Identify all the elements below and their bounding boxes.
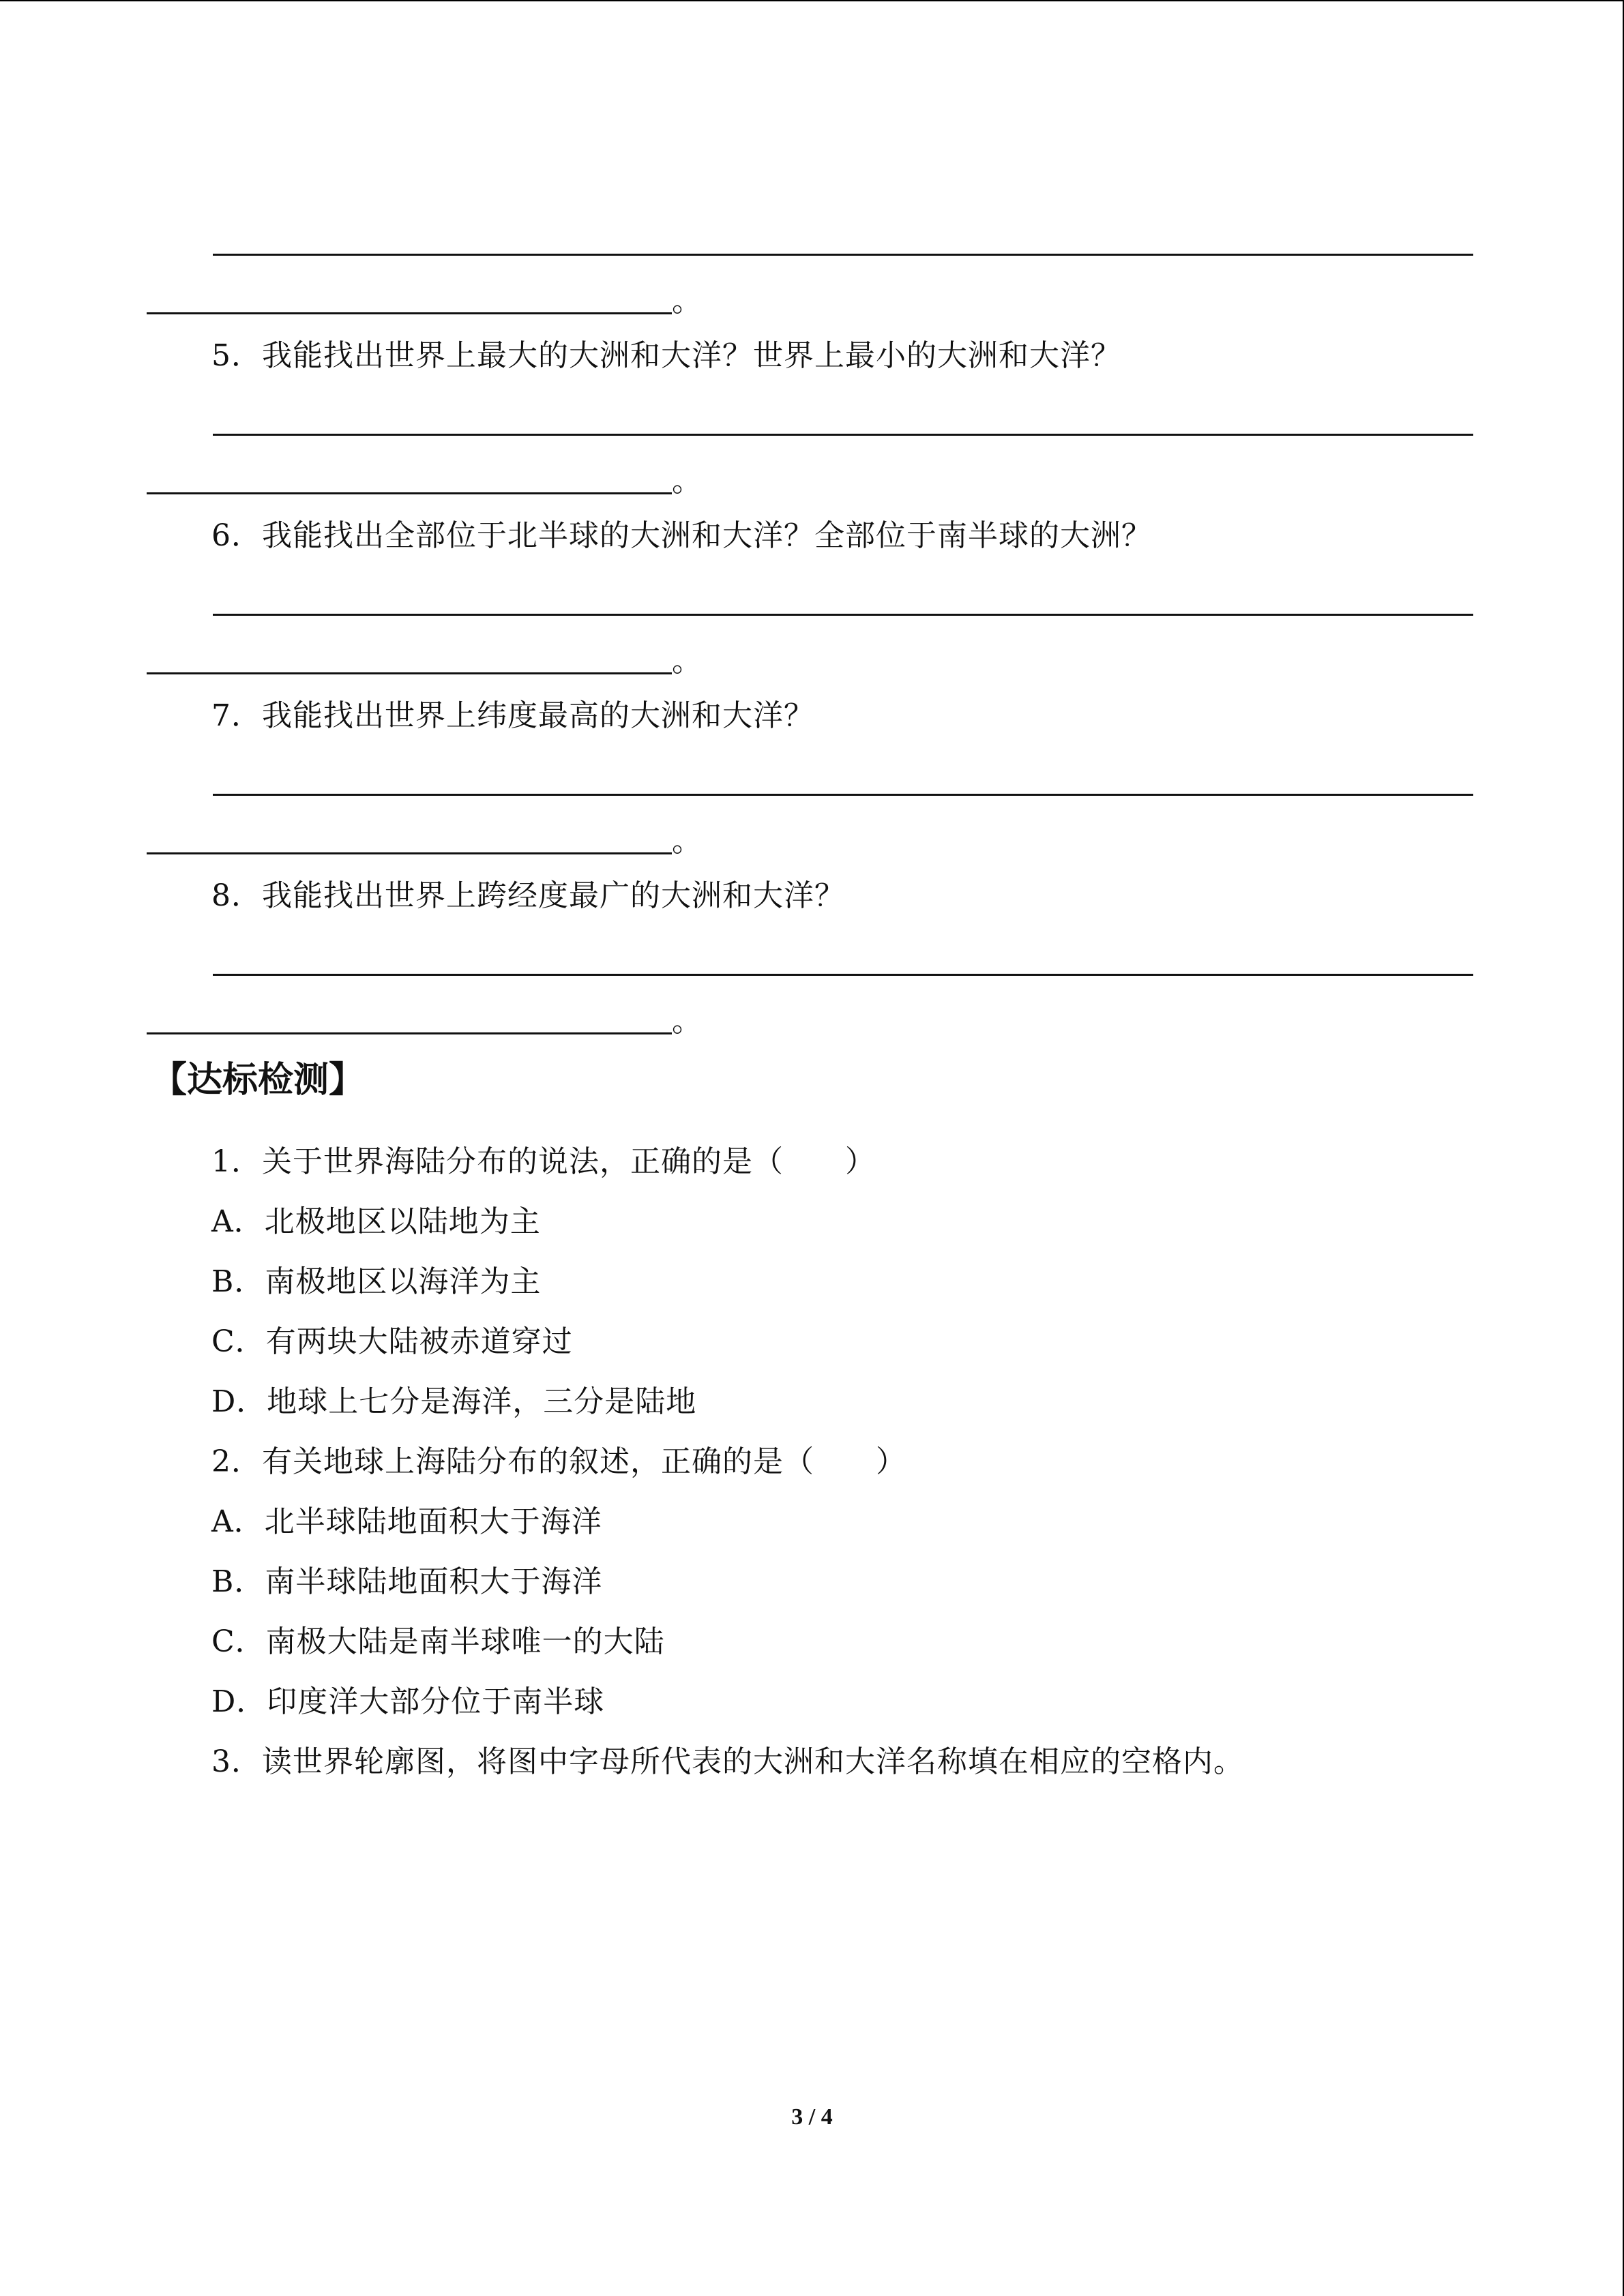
- test-question-1-option-c[interactable]: C．有两块大陆被赤道穿过: [211, 1324, 573, 1359]
- section-title: 【达标检测】: [151, 1060, 365, 1101]
- answer-line[interactable]: [213, 254, 1473, 256]
- answer-line[interactable]: [213, 434, 1473, 436]
- period-mark: 。: [672, 824, 702, 859]
- test-question-2-option-a[interactable]: A．北半球陆地面积大于海洋: [211, 1504, 602, 1539]
- page-top-border: [0, 0, 1623, 3]
- test-question-2-stem: 2．有关地球上海陆分布的叙述，正确的是（ ）: [211, 1444, 906, 1479]
- answer-line[interactable]: [147, 852, 672, 854]
- answer-line[interactable]: [213, 794, 1473, 796]
- test-question-2-option-c[interactable]: C．南极大陆是南半球唯一的大陆: [211, 1624, 665, 1659]
- period-mark: 。: [672, 284, 702, 318]
- question-6: 6．我能找出全部位于北半球的大洲和大洋？全部位于南半球的大洲？: [211, 518, 1152, 553]
- test-question-1-option-d[interactable]: D．地球上七分是海洋，三分是陆地: [211, 1384, 697, 1419]
- test-question-3-stem: 3．读世界轮廓图，将图中字母所代表的大洲和大洋名称填在相应的空格内。: [211, 1744, 1244, 1779]
- question-8: 8．我能找出世界上跨经度最广的大洲和大洋？: [211, 878, 845, 913]
- period-mark: 。: [672, 1004, 702, 1039]
- test-question-1-stem: 1．关于世界海陆分布的说法，正确的是（ ）: [211, 1144, 876, 1179]
- answer-line[interactable]: [213, 614, 1473, 616]
- answer-line[interactable]: [147, 492, 672, 494]
- test-question-1-option-a[interactable]: A．北极地区以陆地为主: [211, 1204, 541, 1239]
- test-question-2-option-d[interactable]: D．印度洋大部分位于南半球: [211, 1684, 605, 1719]
- test-question-1-option-b[interactable]: B．南极地区以海洋为主: [211, 1264, 542, 1299]
- answer-line[interactable]: [147, 312, 672, 314]
- page-number: 3 / 4: [791, 2104, 833, 2130]
- test-question-2-option-b[interactable]: B．南半球陆地面积大于海洋: [211, 1564, 603, 1599]
- answer-line[interactable]: [213, 974, 1473, 976]
- question-5: 5．我能找出世界上最大的大洲和大洋？世界上最小的大洲和大洋？: [211, 338, 1121, 373]
- question-7: 7．我能找出世界上纬度最高的大洲和大洋？: [211, 698, 814, 733]
- period-mark: 。: [672, 464, 702, 498]
- answer-line[interactable]: [147, 672, 672, 674]
- period-mark: 。: [672, 644, 702, 679]
- answer-line[interactable]: [147, 1032, 672, 1034]
